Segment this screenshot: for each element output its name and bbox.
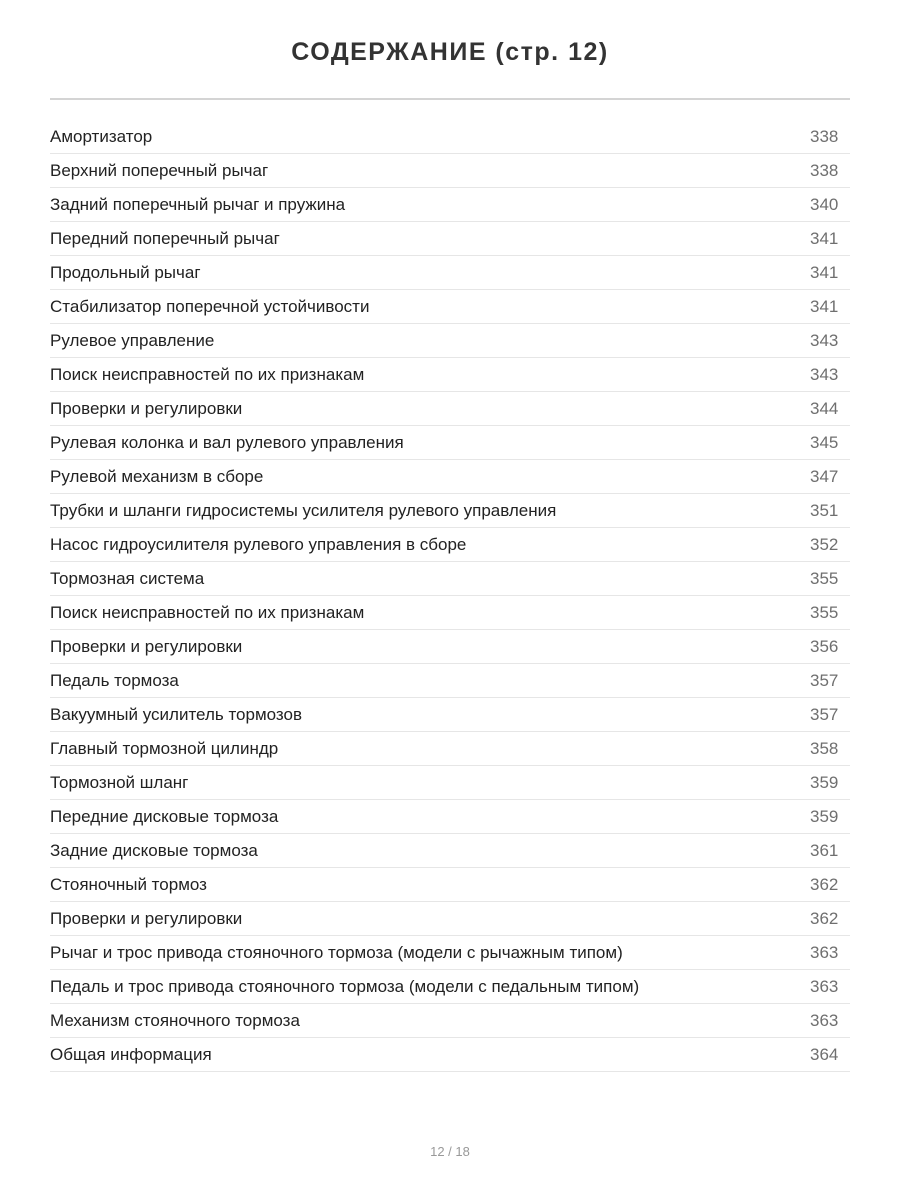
toc-entry-title: Стабилизатор поперечной устойчивости [50, 296, 370, 316]
toc-entry-page-number: 361 [810, 840, 839, 860]
toc-entry[interactable] [50, 426, 850, 460]
toc-entry-page-number: 358 [810, 738, 839, 758]
toc-entry-title: Стояночный тормоз [50, 874, 207, 894]
toc-entry-title: Тормозная система [50, 568, 205, 588]
toc-entry-page-number: 351 [810, 500, 839, 520]
toc-entry-page-number: 343 [810, 330, 839, 350]
toc-entry-title: Поиск неисправностей по их признакам [50, 364, 365, 384]
toc-entry[interactable] [50, 732, 850, 766]
toc-entry-title: Продольный рычаг [50, 262, 201, 282]
toc-entry-page-number: 343 [810, 364, 839, 384]
toc-entry-page-number: 356 [810, 636, 839, 656]
toc-entry-page-number: 340 [810, 194, 839, 214]
toc-entry-title: Задние дисковые тормоза [50, 840, 258, 860]
toc-entry-page-number: 352 [810, 534, 839, 554]
title-divider [50, 98, 850, 100]
toc-entry-title: Поиск неисправностей по их признакам [50, 602, 365, 622]
toc-entry[interactable] [50, 154, 850, 188]
toc-entry-page-number: 363 [810, 942, 839, 962]
page-title: СОДЕРЖАНИЕ (стр. 12) [291, 38, 609, 66]
toc-entry-page-number: 345 [810, 432, 839, 452]
toc-entry-title: Передний поперечный рычаг [50, 228, 280, 248]
toc-entry[interactable] [50, 868, 850, 902]
toc-entry[interactable] [50, 936, 850, 970]
page-indicator: 12 / 18 [430, 1144, 470, 1159]
toc-entry[interactable] [50, 970, 850, 1004]
toc-entry[interactable] [50, 188, 850, 222]
toc-entry-page-number: 363 [810, 976, 839, 996]
toc-entry-title: Педаль и трос привода стояночного тормоза (модели с педальным типом) [50, 976, 640, 996]
toc-entry-title: Проверки и регулировки [50, 398, 243, 418]
toc-entry-page-number: 363 [810, 1010, 839, 1030]
toc-entry-title: Рулевой механизм в сборе [50, 466, 264, 486]
toc-entry-title: Главный тормозной цилиндр [50, 738, 279, 758]
toc-entry-page-number: 355 [810, 602, 839, 622]
toc-entry[interactable] [50, 358, 850, 392]
toc-entry-title: Трубки и шланги гидросистемы усилителя рулевого управления [50, 500, 557, 520]
toc-entry-title: Задний поперечный рычаг и пружина [50, 194, 346, 214]
toc-entry[interactable] [50, 290, 850, 324]
toc-entry[interactable] [50, 698, 850, 732]
toc-entry-page-number: 362 [810, 908, 839, 928]
toc-entry-title: Механизм стояночного тормоза [50, 1010, 300, 1030]
toc-entry-title: Рулевое управление [50, 330, 215, 350]
toc-entry-title: Проверки и регулировки [50, 636, 243, 656]
toc-entry-title: Передние дисковые тормоза [50, 806, 279, 826]
toc-entry-page-number: 364 [810, 1044, 839, 1064]
toc-entry-page-number: 338 [810, 160, 839, 180]
toc-entry[interactable] [50, 256, 850, 290]
toc-entry-title: Тормозной шланг [50, 772, 189, 792]
toc-entry-title: Верхний поперечный рычаг [50, 160, 269, 180]
toc-entry-title: Рулевая колонка и вал рулевого управления [50, 432, 404, 452]
toc-entry-page-number: 341 [810, 262, 839, 282]
toc-entry[interactable] [50, 596, 850, 630]
toc-entry-page-number: 341 [810, 228, 839, 248]
toc-entry-page-number: 359 [810, 806, 839, 826]
toc-entry-page-number: 357 [810, 670, 839, 690]
toc-entry-title: Общая информация [50, 1044, 212, 1064]
toc-entry[interactable] [50, 902, 850, 936]
toc-entry[interactable] [50, 562, 850, 596]
toc-entry-title: Проверки и регулировки [50, 908, 243, 928]
toc-entry-title: Вакуумный усилитель тормозов [50, 704, 302, 724]
toc-entry[interactable] [50, 1038, 850, 1072]
toc-entry[interactable] [50, 664, 850, 698]
toc-entry-page-number: 357 [810, 704, 839, 724]
toc-entry[interactable] [50, 800, 850, 834]
toc-entry[interactable] [50, 834, 850, 868]
toc-entry-page-number: 359 [810, 772, 839, 792]
toc-entry[interactable] [50, 528, 850, 562]
table-of-contents [50, 120, 850, 1072]
toc-entry[interactable] [50, 460, 850, 494]
toc-entry[interactable] [50, 1004, 850, 1038]
toc-entry-page-number: 362 [810, 874, 839, 894]
toc-entry-page-number: 344 [810, 398, 839, 418]
toc-entry-page-number: 338 [810, 126, 839, 146]
toc-entry-title: Амортизатор [50, 126, 153, 146]
toc-entry-title: Педаль тормоза [50, 670, 179, 690]
toc-entry[interactable] [50, 630, 850, 664]
toc-entry[interactable] [50, 494, 850, 528]
toc-entry-page-number: 341 [810, 296, 839, 316]
toc-entry-page-number: 347 [810, 466, 839, 486]
toc-entry-title: Рычаг и трос привода стояночного тормоза (модели с рычажным типом) [50, 942, 623, 962]
toc-entry[interactable] [50, 392, 850, 426]
toc-entry-page-number: 355 [810, 568, 839, 588]
toc-entry[interactable] [50, 120, 850, 154]
toc-entry-title: Насос гидроусилителя рулевого управления в сборе [50, 534, 467, 554]
toc-entry[interactable] [50, 324, 850, 358]
toc-entry[interactable] [50, 222, 850, 256]
toc-entry[interactable] [50, 766, 850, 800]
